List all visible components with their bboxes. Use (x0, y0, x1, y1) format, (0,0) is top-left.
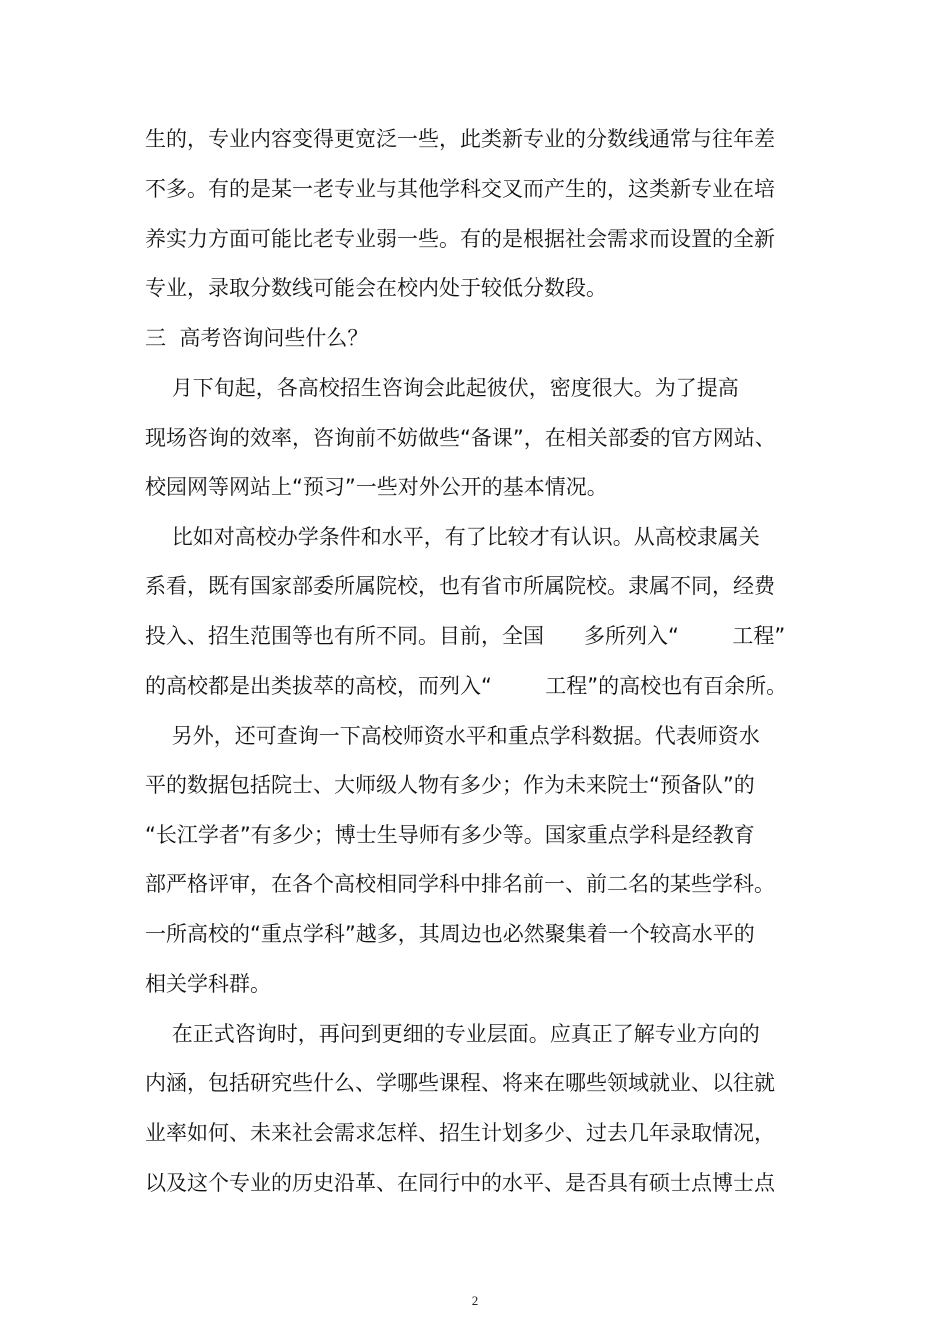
text-line: 以及这个专业的历史沿革、在同行中的水平、是否具有硕士点博士点 (145, 1171, 775, 1195)
text-line: 在正式咨询时，再问到更细的专业层面。应真正了解专业方向的 (145, 1022, 760, 1046)
text-line: 不多。有的是某一老专业与其他学科交叉而产生的，这类新专业在培 (145, 177, 775, 201)
section-heading: 三 高考咨询问些什么？ (145, 326, 369, 350)
text-line: 一所高校的“重点学科”越多，其周边也必然聚集着一个较高水平的 (145, 922, 755, 946)
text-line: 内涵，包括研究些什么、学哪些课程、将来在哪些领域就业、以往就 (145, 1071, 775, 1095)
text-line: 养实力方面可能比老专业弱一些。有的是根据社会需求而设置的全新 (145, 227, 775, 251)
page-number: 2 (471, 1293, 479, 1308)
text-line: 月下旬起，各高校招生咨询会此起彼伏，密度很大。为了提高 (145, 376, 739, 400)
text-line: 平的数据包括院士、大师级人物有多少；作为未来院士“预备队”的 (145, 773, 755, 797)
text-line: 业率如何、未来社会需求怎样、招生计划多少、过去几年录取情况， (145, 1121, 775, 1145)
text-line: 投入、招生范围等也有所不同。目前，全国 多所列入“ 工程” (145, 624, 786, 648)
text-line: 生的，专业内容变得更宽泛一些，此类新专业的分数线通常与往年差 (145, 127, 775, 151)
text-line: 的高校都是出类拔萃的高校，而列入“ 工程”的高校也有百余所。 (145, 674, 788, 698)
text-line: 现场咨询的效率，咨询前不妨做些“备课”，在相关部委的官方网站、 (145, 426, 776, 450)
text-line: 比如对高校办学条件和水平，有了比较才有认识。从高校隶属关 (145, 525, 760, 549)
text-line: 系看，既有国家部委所属院校，也有省市所属院校。隶属不同，经费 (145, 574, 775, 598)
text-line: 部严格评审，在各个高校相同学科中排名前一、前二名的某些学科。 (145, 872, 775, 896)
text-line: 专业，录取分数线可能会在校内处于较低分数段。 (145, 276, 607, 300)
text-line: 相关学科群。 (145, 972, 271, 996)
text-line: “长江学者”有多少；博士生导师有多少等。国家重点学科是经教育 (145, 823, 755, 847)
text-line: 另外，还可查询一下高校师资水平和重点学科数据。代表师资水 (145, 724, 760, 748)
text-line: 校园网等网站上“预习”一些对外公开的基本情况。 (145, 475, 608, 499)
